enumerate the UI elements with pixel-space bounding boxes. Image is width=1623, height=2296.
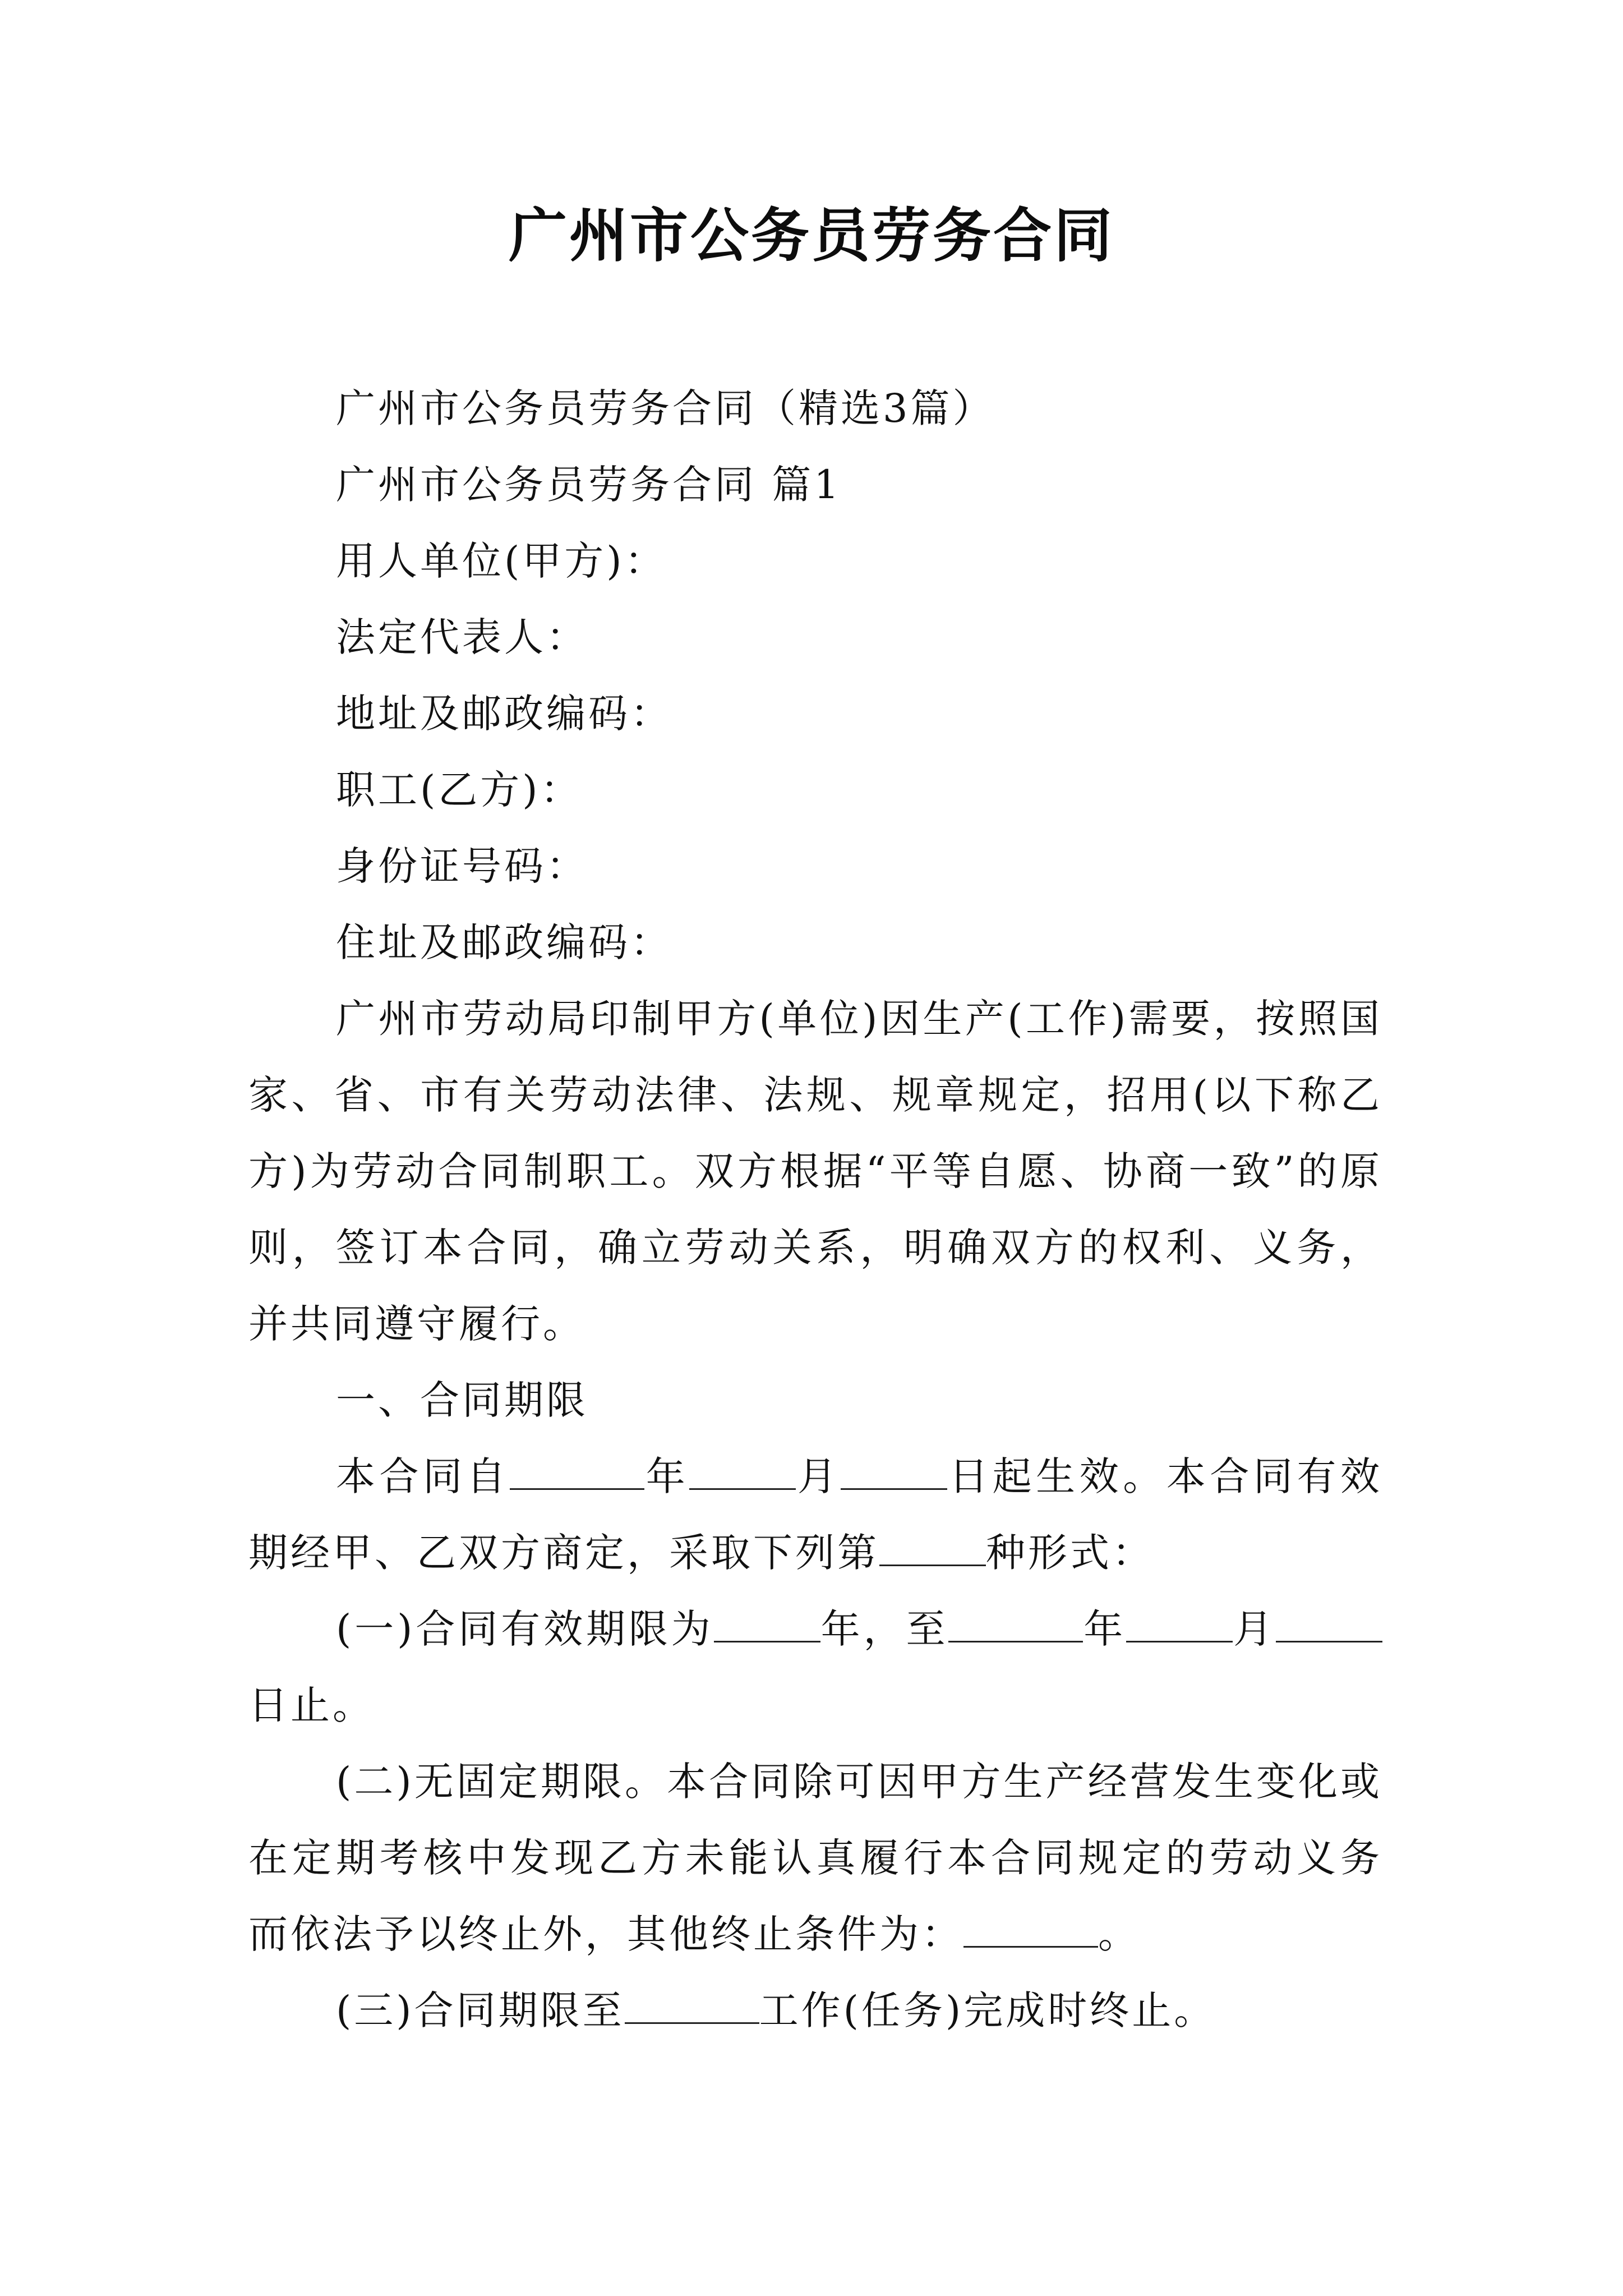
term-text-5: 种形式： [986, 1530, 1154, 1576]
document-title: 广州市公务员劳务合同 [508, 201, 1114, 270]
form-number-blank [879, 1530, 986, 1566]
legal-rep-field: 法定代表人： [336, 614, 588, 660]
employer-address-field: 地址及邮政编码： [336, 691, 672, 737]
year-blank [510, 1453, 644, 1490]
option-three-text-2: 工作(任务)完成时终止。 [759, 1987, 1216, 2033]
term-text-4: 日起生效。本合同有效期经甲、乙双方商定，采取下列第 [248, 1453, 1383, 1576]
end-month-blank [1126, 1606, 1233, 1642]
clause-heading: 一、合同期限 [336, 1377, 588, 1423]
day-blank [841, 1453, 947, 1490]
option-one-paragraph [248, 1591, 1382, 1743]
id-number-field: 身份证号码： [336, 843, 588, 889]
option-one-text-2: 年，至 [820, 1606, 949, 1652]
employee-field: 职工(乙方)： [336, 767, 583, 813]
employee-address-field: 住址及邮政编码： [336, 919, 672, 965]
subtitle-line: 广州市公务员劳务合同（精选3篇） [336, 385, 995, 431]
option-three-paragraph [248, 1972, 1382, 2049]
intro-paragraph: 广州市劳动局印制甲方(单位)因生产(工作)需要，按照国家、省、市有关劳动法律、法规、规章规定，招用(以下称乙方)为劳动合同制职工。双方根据“平等自愿、协商一致”的原则，签订本合同，确立劳动关系，明确双方的权利、义务，并共同遵守履行。 [248, 996, 1382, 1347]
task-blank [625, 1987, 759, 2024]
option-one-text-1: (一)合同有效期限为 [336, 1606, 714, 1652]
duration-years-blank [714, 1606, 820, 1642]
option-one-text-4: 月 [1233, 1606, 1276, 1652]
document-body [248, 370, 1382, 2049]
option-two-text-1: (二)无固定期限。本合同除可因甲方生产经营发生变化或在定期考核中发现乙方未能认真履行本合同规定的劳动义务而依法予以终止外，其他终止条件为： [248, 1759, 1382, 1957]
term-text-2: 年 [644, 1453, 690, 1499]
end-year-blank [948, 1606, 1083, 1642]
termination-condition-blank [963, 1911, 1098, 1948]
term-text-1: 本合同自 [336, 1453, 510, 1499]
section-heading: 广州市公务员劳务合同 篇1 [336, 462, 842, 508]
month-blank [689, 1453, 796, 1490]
term-paragraph [248, 1438, 1382, 1591]
term-text-3: 月 [796, 1453, 841, 1499]
option-one-text-5: 日止。 [248, 1682, 375, 1728]
option-two-paragraph [248, 1743, 1382, 1972]
employer-field: 用人单位(甲方)： [336, 538, 667, 584]
option-two-text-2: 。 [1098, 1911, 1140, 1957]
option-three-text-1: (三)合同期限至 [336, 1987, 625, 2033]
end-day-blank [1276, 1606, 1382, 1642]
option-one-text-3: 年 [1083, 1606, 1127, 1652]
